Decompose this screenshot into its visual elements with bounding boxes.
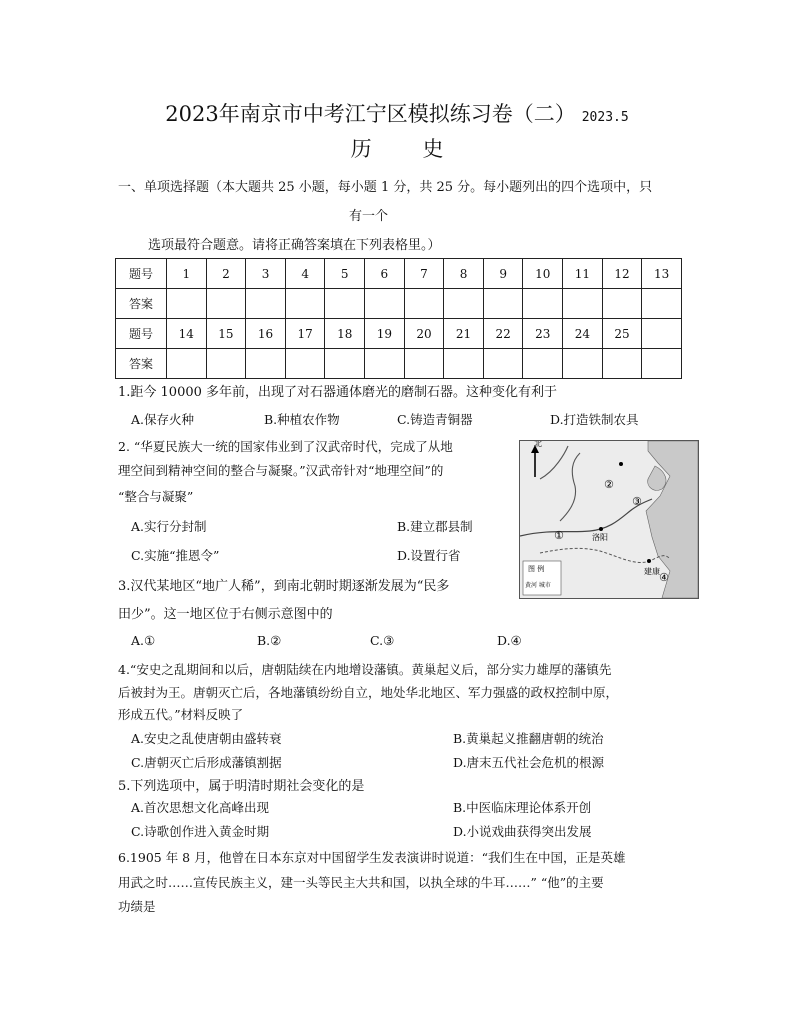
q4-stem-line2: 后被封为王。唐朝灭亡后，各地藩镇纷纷自立，地处华北地区、军力强盛的政权控制中原， [118, 685, 619, 700]
q6-stem-line1: 6.1905 年 8 月，他曾在日本东京对中国留学生发表演讲时说道：“我们生在中国，正是英雄 [118, 850, 626, 865]
legend-items: 黄河 城市 [525, 582, 551, 589]
answer-cell[interactable] [483, 349, 523, 379]
answer-cell[interactable] [365, 289, 405, 319]
q3-option-b[interactable]: B.② [257, 633, 282, 648]
q5-stem: 5.下列选项中，属于明清时期社会变化的是 [118, 779, 365, 794]
q1-option-c[interactable]: C.铸造青铜器 [397, 412, 473, 427]
q1-option-a[interactable]: A.保存火种 [131, 412, 195, 427]
answer-cell[interactable] [404, 349, 444, 379]
answer-cell[interactable] [563, 349, 603, 379]
city-dot-luoyang [599, 527, 603, 531]
answer-cell[interactable] [285, 289, 325, 319]
q4-option-c[interactable]: C.唐朝灭亡后形成藩镇割据 [131, 755, 282, 770]
answer-cell[interactable] [642, 289, 682, 319]
table-cell: 11 [563, 259, 603, 289]
luoyang-label: 洛阳 [592, 533, 608, 542]
q1-stem: 1.距今 10000 多年前，出现了对石器通体磨光的磨制石器。这种变化有利于 [118, 385, 558, 400]
section-instructions-line1: 一、单项选择题（本大题共 25 小题，每小题 1 分，共 25 分。每小题列出的四个选项中，只 [118, 180, 653, 195]
table-row [116, 349, 682, 379]
label-question: 题号 [116, 319, 167, 349]
marker-3: ③ [632, 495, 642, 508]
table-cell: 1 [167, 259, 207, 289]
q4-option-d[interactable]: D.唐末五代社会危机的根源 [453, 755, 605, 770]
q4-option-b[interactable]: B.黄巢起义推翻唐朝的统治 [453, 731, 604, 746]
answer-cell[interactable] [642, 349, 682, 379]
table-cell: 23 [523, 319, 563, 349]
q5-option-b[interactable]: B.中医临床理论体系开创 [453, 800, 592, 815]
table-cell: 18 [325, 319, 365, 349]
city-dot-north [619, 462, 623, 466]
answer-cell[interactable] [602, 349, 642, 379]
table-cell: 17 [285, 319, 325, 349]
marker-4: ④ [659, 571, 669, 584]
table-row [116, 259, 682, 289]
answer-cell[interactable] [325, 349, 365, 379]
label-answer: 答案 [116, 289, 167, 319]
bay-area [648, 466, 666, 490]
table-cell: 4 [285, 259, 325, 289]
table-cell: 9 [483, 259, 523, 289]
q2-option-c[interactable]: C.实施“推恩令” [131, 548, 220, 563]
table-cell: 2 [206, 259, 246, 289]
answer-cell[interactable] [563, 289, 603, 319]
table-cell: 12 [602, 259, 642, 289]
table-cell: 5 [325, 259, 365, 289]
answer-cell[interactable] [483, 289, 523, 319]
marker-1: ① [554, 529, 564, 542]
q3-option-a[interactable]: A.① [131, 633, 156, 648]
q6-stem-line2: 用武之时……宣传民族主义，建一头等民主大共和国，以执全球的牛耳……” “他”的主要 [118, 875, 604, 890]
answer-cell[interactable] [167, 289, 207, 319]
table-cell: 24 [563, 319, 603, 349]
q4-stem-line1: 4.“安史之乱期间和以后，唐朝陆续在内地增设藩镇。黄巢起义后，部分实力雄厚的藩镇先 [118, 662, 612, 677]
table-cell: 14 [167, 319, 207, 349]
q4-stem-line3: 形成五代。”材料反映了 [118, 707, 244, 722]
river-bend [540, 446, 580, 521]
map-drawing [520, 441, 698, 598]
table-cell: 20 [404, 319, 444, 349]
q5-option-c[interactable]: C.诗歌创作进入黄金时期 [131, 824, 270, 839]
q5-option-a[interactable]: A.首次思想文化高峰出现 [131, 800, 270, 815]
q1-option-d[interactable]: D.打造铁制农具 [550, 412, 639, 427]
answer-cell[interactable] [523, 289, 563, 319]
table-cell: 6 [365, 259, 405, 289]
q3-option-d[interactable]: D.④ [497, 633, 522, 648]
section-instructions-line3: 选项最符合题意。请将正确答案填在下列表格里。） [148, 238, 441, 253]
answer-cell[interactable] [325, 289, 365, 319]
marker-2: ② [604, 478, 614, 491]
answer-cell[interactable] [365, 349, 405, 379]
subject-title: 历 史 [350, 137, 466, 161]
q2-stem-line1: 2. “华夏民族大一统的国家伟业到了汉武帝时代，完成了从地 [118, 439, 453, 454]
answer-cell[interactable] [404, 289, 444, 319]
table-cell [642, 319, 682, 349]
q2-stem-line2: 理空间到精神空间的整合与凝聚。”汉武帝针对“地理空间”的 [118, 463, 444, 478]
q3-stem-line2: 田少”。这一地区位于右侧示意图中的 [118, 607, 333, 622]
q1-option-b[interactable]: B.种植农作物 [264, 412, 340, 427]
table-cell: 15 [206, 319, 246, 349]
q2-option-b[interactable]: B.建立郡县制 [397, 519, 473, 534]
map-figure [519, 440, 699, 599]
table-cell: 19 [365, 319, 405, 349]
answer-cell[interactable] [246, 289, 286, 319]
table-cell: 25 [602, 319, 642, 349]
table-cell: 3 [246, 259, 286, 289]
table-cell: 8 [444, 259, 484, 289]
exam-title [0, 98, 794, 128]
q6-stem-line3: 功绩是 [118, 899, 156, 914]
answer-cell[interactable] [602, 289, 642, 319]
answer-cell[interactable] [523, 349, 563, 379]
answer-cell[interactable] [246, 349, 286, 379]
q2-option-a[interactable]: A.实行分封制 [131, 519, 207, 534]
answer-cell[interactable] [206, 289, 246, 319]
q3-option-c[interactable]: C.③ [370, 633, 395, 648]
label-question: 题号 [116, 259, 167, 289]
q4-option-a[interactable]: A.安史之乱使唐朝由盛转衰 [131, 731, 282, 746]
table-cell: 21 [444, 319, 484, 349]
answer-cell[interactable] [206, 349, 246, 379]
city-dot-jiankang [647, 559, 651, 563]
answer-cell[interactable] [444, 289, 484, 319]
q5-option-d[interactable]: D.小说戏曲获得突出发展 [453, 824, 592, 839]
answer-cell[interactable] [444, 349, 484, 379]
answer-cell[interactable] [285, 349, 325, 379]
label-answer: 答案 [116, 349, 167, 379]
q3-stem-line1: 3.汉代某地区“地广人稀”，到南北朝时期逐渐发展为“民多 [118, 579, 450, 594]
north-label: 北 [534, 441, 542, 448]
table-cell: 10 [523, 259, 563, 289]
table-cell: 7 [404, 259, 444, 289]
answer-table [115, 258, 682, 379]
exam-date: 2023.5 [581, 110, 629, 125]
table-row [116, 319, 682, 349]
answer-cell[interactable] [167, 349, 207, 379]
section-instructions-line2: 有一个 [349, 209, 389, 224]
table-cell: 13 [642, 259, 682, 289]
q2-stem-line3: “整合与凝聚” [118, 489, 194, 504]
jiankang-label: 建康 [644, 567, 660, 576]
table-cell: 22 [483, 319, 523, 349]
table-row [116, 289, 682, 319]
legend-title: 图 例 [528, 565, 545, 573]
table-cell: 16 [246, 319, 286, 349]
q2-option-d[interactable]: D.设置行省 [397, 548, 461, 563]
title-text: 2023年南京市中考江宁区模拟练习卷（二） [165, 102, 576, 126]
